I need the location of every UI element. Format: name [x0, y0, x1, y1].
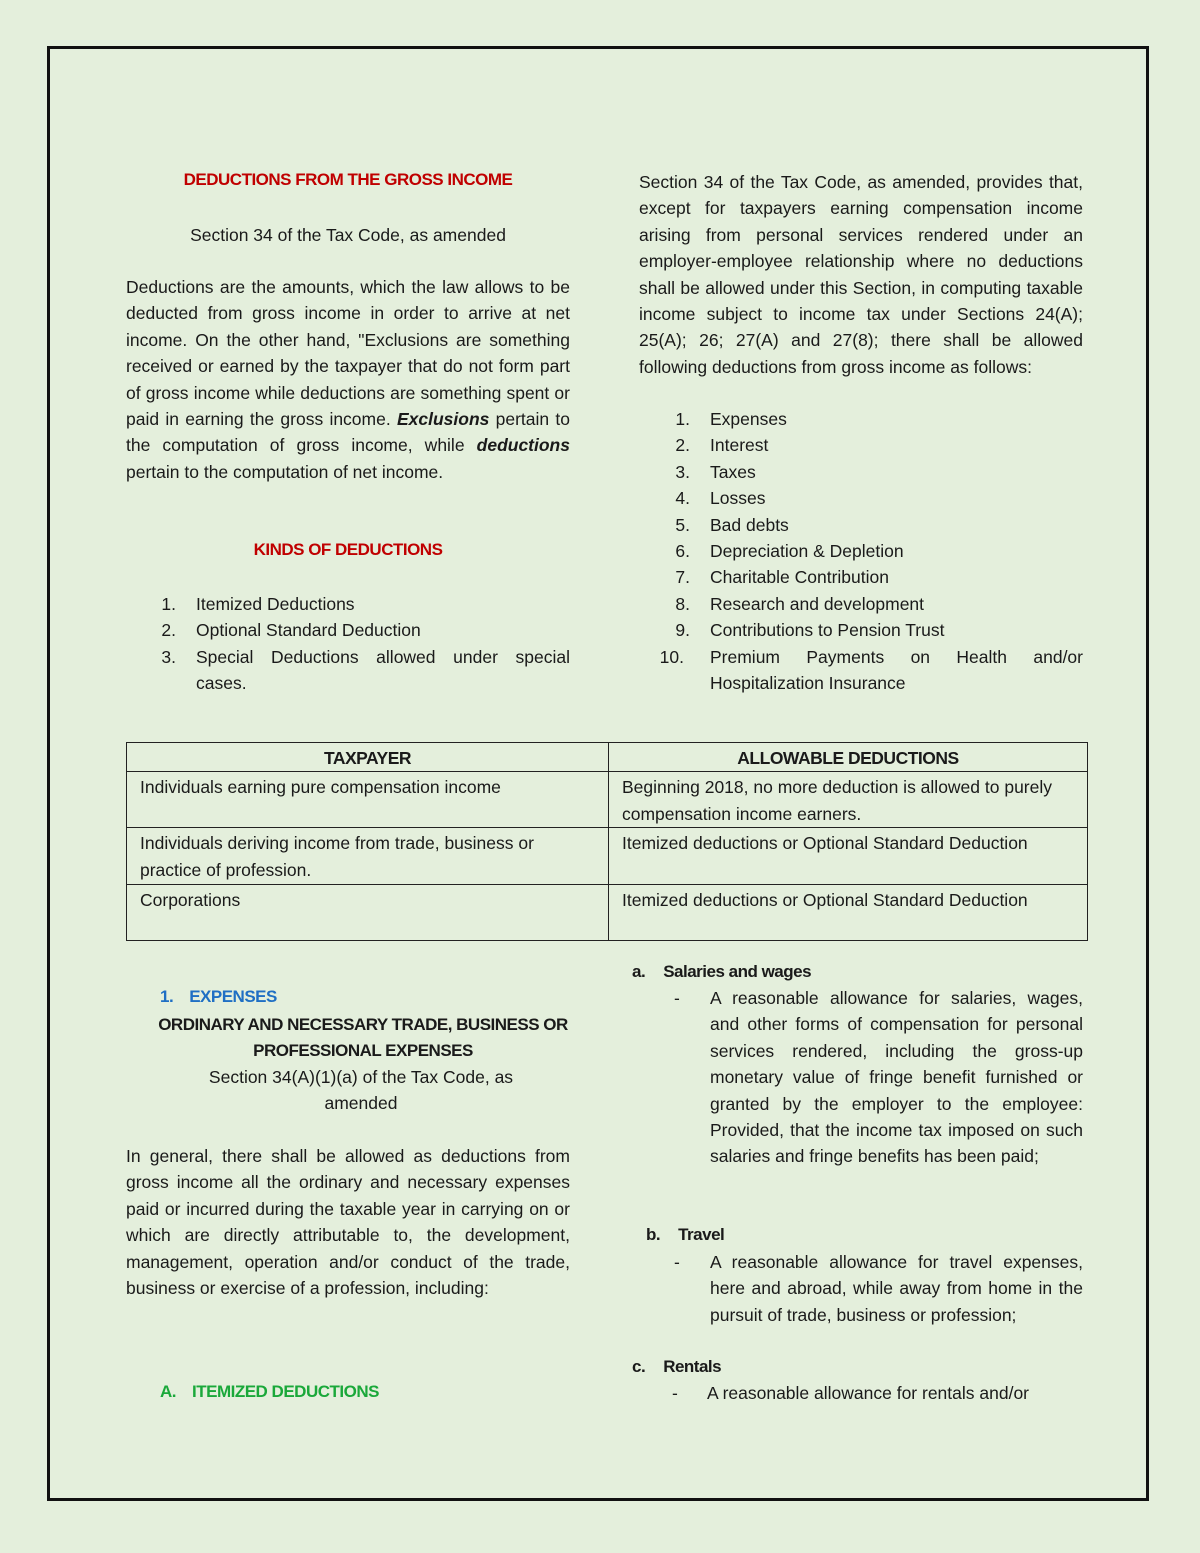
list-item: 5. Bad debts — [675, 514, 789, 535]
list-item: 7. Charitable Contribution — [675, 567, 889, 588]
exclusions-term: Exclusions — [396, 409, 490, 430]
ordinary-expenses-heading: ORDINARY AND NECESSARY TRADE, BUSINESS OR PROFESSIONAL EXPENSES — [158, 1015, 568, 1061]
item-travel-text: A reasonable allowance for travel expenses, here and abroad, while away from home in the pursuit of trade, business or profession; — [710, 1252, 1083, 1325]
dash-marker: - — [674, 988, 680, 1008]
dash-marker: - — [672, 1383, 678, 1403]
itemized-deductions-heading: A. ITEMIZED DEDUCTIONS — [160, 1382, 379, 1401]
section34-paragraph: Section 34 of the Tax Code, as amended, provides that, except for taxpayers earning compensation income arising from personal services rendered under an employer-employee relationship where no deductions shall be allowed under this Section, in computing taxable income subject to income tax under Sections 24(A); 25(A); 26; 27(A) and 27(8); there shall be allowed following deductions from gross income as follows: — [639, 172, 1083, 377]
table-header-row — [127, 743, 1088, 772]
expenses-heading: 1. EXPENSES — [160, 987, 277, 1006]
table-cell: Itemized deductions or Optional Standard Deduction — [609, 828, 1088, 885]
list-item: 10. Premium Payments on Health and/or Hospitalization Insurance — [659, 646, 1083, 694]
dash-marker: - — [674, 1252, 680, 1272]
list-item: 9. Contributions to Pension Trust — [675, 620, 945, 641]
table-cell: Corporations — [127, 885, 609, 941]
table-row — [127, 885, 1088, 941]
item-salaries-text: A reasonable allowance for salaries, wages, and other forms of compensation for personal services rendered, including the gross-up monetary value of fringe benefit furnished or granted by the employer to the employee: Provided, that the income tax imposed on such salaries and fringe benefits has been paid; — [710, 988, 1083, 1167]
deductions-term: deductions — [476, 435, 570, 456]
table-cell: Itemized deductions or Optional Standard Deduction — [609, 885, 1088, 941]
list-item: 1. Expenses — [675, 409, 787, 429]
kinds-list — [140, 591, 570, 697]
column-header-taxpayer: TAXPAYER — [127, 743, 609, 772]
kinds-heading: KINDS OF DEDUCTIONS — [253, 540, 443, 559]
list-item: 8. Research and development — [675, 593, 925, 614]
table-cell: Individuals earning pure compensation income — [127, 772, 609, 828]
item-rentals-title: c. Rentals — [632, 1357, 722, 1376]
table-row — [127, 828, 1088, 885]
list-item: 1. Itemized Deductions — [161, 594, 355, 614]
deductions-definition — [126, 274, 570, 485]
section-reference: Section 34(A)(1)(a) of the Tax Code, as amended — [208, 1067, 514, 1114]
table-row — [127, 772, 1088, 828]
item-travel-title: b. Travel — [646, 1225, 725, 1244]
table-cell: Individuals deriving income from trade, business or practice of profession. — [127, 828, 609, 885]
definition-mid: pertain to the computation of gross income, while — [126, 409, 570, 456]
list-item: 2. Optional Standard Deduction — [161, 620, 421, 641]
item-salaries-title: a. Salaries and wages — [632, 962, 812, 981]
column-header-allowable-deductions: ALLOWABLE DEDUCTIONS — [609, 743, 1088, 772]
list-item: 3. Taxes — [675, 461, 756, 482]
main-heading: DEDUCTIONS FROM THE GROSS INCOME — [183, 170, 513, 189]
list-item: 2. Interest — [675, 435, 769, 456]
taxpayer-deductions-table — [126, 742, 1088, 941]
list-item: 3. Special Deductions allowed under special cases. — [161, 646, 570, 694]
item-rentals-text: A reasonable allowance for rentals and/or — [707, 1383, 1030, 1403]
section-subheading: Section 34 of the Tax Code, as amended — [190, 225, 506, 245]
definition-end: pertain to the computation of net income. — [126, 461, 444, 482]
list-item: 6. Depreciation & Depletion — [675, 541, 904, 562]
expenses-paragraph: In general, there shall be allowed as deductions from gross income all the ordinary and necessary expenses paid or incurred during the taxable year in carrying on or which are directly attributable to, the development, management, operation and/or conduct of the trade, business or exercise of a profession, including: — [126, 1146, 570, 1299]
definition-text: Deductions are the amounts, which the law allows to be deducted from gross income in order to arrive at net income. On the other hand, "Exclusions are something received or earned by the taxpayer that do not form part of gross income while deductions are something spent or paid in earning the gross income. — [126, 277, 570, 430]
list-item: 4. Losses — [675, 488, 766, 509]
deductions-list — [639, 406, 1083, 696]
table-cell: Beginning 2018, no more deduction is allowed to purely compensation income earners. — [609, 772, 1088, 828]
